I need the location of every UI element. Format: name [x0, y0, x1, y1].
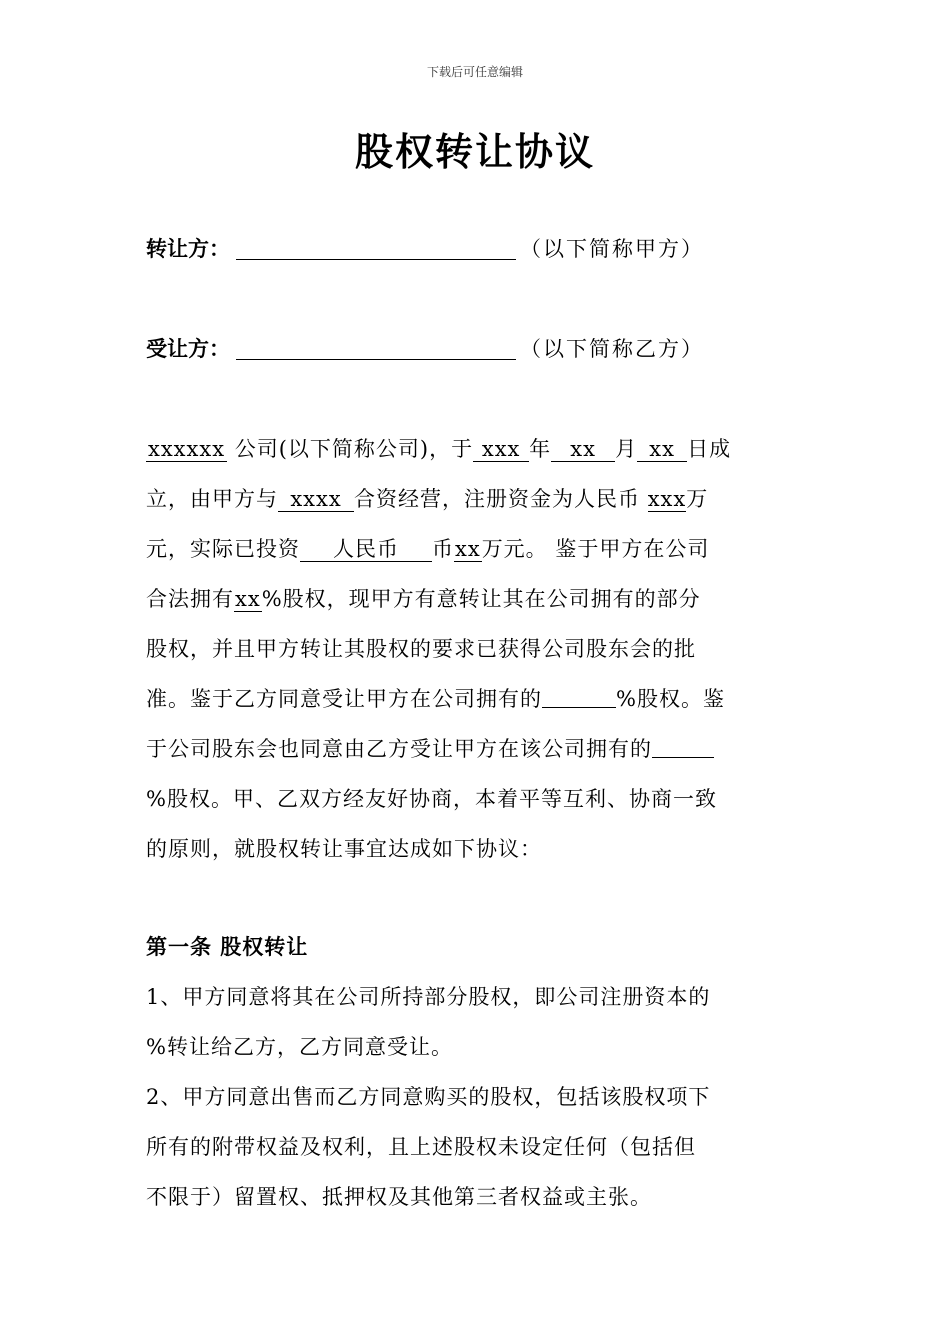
text: 公司(以下简称公司)，于 [227, 437, 474, 461]
percent-blank-2[interactable] [652, 737, 714, 758]
transferee-label: 受让方： [146, 336, 230, 361]
year-field: xxx [473, 437, 529, 462]
article-1-heading: 第一条 股权转让 [146, 934, 309, 959]
intro-line-6 [146, 684, 725, 714]
article-1-item-1-line-2: %转让给乙方，乙方同意受让。 [146, 1035, 453, 1059]
article-1-item-1-line-1: 1、甲方同意将其在公司所持部分股权，即公司注册资本的 [146, 985, 711, 1009]
share-percent-field: xx [235, 587, 261, 611]
invested-amount-field: xx [455, 537, 481, 561]
day-field: xx [637, 437, 687, 462]
text: 合资经营，注册资金为人民币 [354, 487, 648, 511]
article-1-item-2-line-3: 不限于）留置权、抵押权及其他第三者权益或主张。 [146, 1185, 652, 1209]
transferor-note: （以下简称甲方） [520, 237, 704, 261]
transferor-line [146, 234, 704, 264]
article-1-item-2-line-2: 所有的附带权益及权利，且上述股权未设定任何（包括但 [146, 1135, 696, 1159]
transferee-blank[interactable] [236, 337, 516, 360]
text: 月 [615, 437, 638, 461]
document-title: 股权转让协议 [354, 129, 595, 174]
text: 年 [529, 437, 552, 461]
text: 万 [686, 487, 709, 511]
intro-line-5: 股权，并且甲方转让其股权的要求已获得公司股东会的批 [146, 637, 696, 661]
partner-field: xxxx [278, 487, 354, 512]
intro-line-9: 的原则，就股权转让事宜达成如下协议： [146, 837, 542, 861]
text: 万元。 鉴于甲方在公司 [481, 537, 710, 561]
transferor-blank[interactable] [236, 237, 516, 260]
text: 立，由甲方与 [146, 487, 278, 511]
transferee-note: （以下简称乙方） [520, 337, 704, 361]
currency-field: 人民币 [300, 537, 432, 562]
transferee-line [146, 334, 704, 364]
text: 币 [432, 537, 454, 561]
intro-line-2 [146, 484, 708, 514]
text: 于公司股东会也同意由乙方受让甲方在该公司拥有的 [146, 737, 652, 761]
transferor-label: 转让方： [146, 236, 230, 261]
intro-line-7 [146, 734, 714, 764]
intro-line-4 [146, 584, 701, 614]
registered-capital-field: xxx [647, 487, 687, 511]
intro-line-8: %股权。甲、乙双方经友好协商，本着平等互利、协商一致 [146, 787, 717, 811]
text: 合法拥有 [146, 587, 234, 611]
text: 元，实际已投资 [146, 537, 300, 561]
intro-line-1 [146, 434, 731, 464]
watermark-text: 下载后可任意编辑 [426, 65, 523, 79]
article-1-item-2-line-1: 2、甲方同意出售而乙方同意购买的股权，包括该股权项下 [146, 1085, 711, 1109]
text: 准。鉴于乙方同意受让甲方在公司拥有的 [146, 687, 542, 711]
intro-line-3 [146, 534, 709, 564]
percent-blank-1[interactable] [542, 687, 616, 708]
text: %股权。鉴 [616, 687, 725, 711]
text: %股权，现甲方有意转让其在公司拥有的部分 [261, 587, 701, 611]
month-field: xx [551, 437, 615, 462]
text: 日成 [687, 437, 732, 461]
company-name-field: xxxxxx [148, 437, 226, 461]
